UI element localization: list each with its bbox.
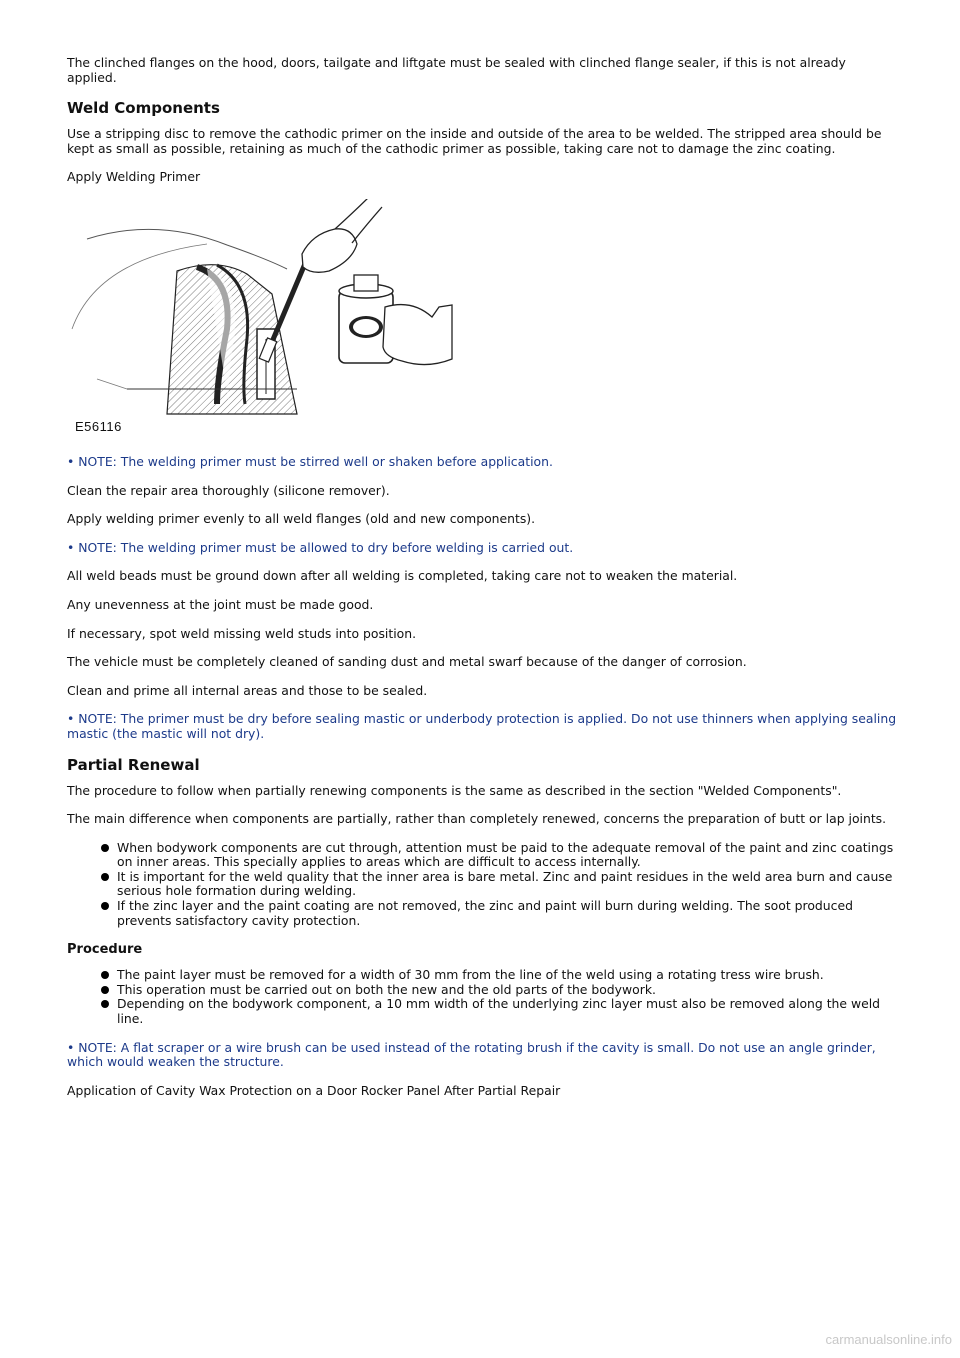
weld-paragraph-5: All weld beads must be ground down after all welding is completed, taking care not to weaken the material. — [67, 568, 738, 584]
site-watermark: carmanualsonline.info — [825, 1332, 952, 1348]
weld-paragraph-7: If necessary, spot weld missing weld studs into position. — [67, 625, 417, 641]
list-item: When bodywork components are cut through, attention must be paid to the adequate removal of the paint and zinc coatings on inner areas. This specially applies to areas which are difficult to access internally. — [117, 841, 897, 870]
figure-reference-label: E56116 — [75, 419, 122, 435]
weld-paragraph-4: Apply welding primer evenly to all weld flanges (old and new components). — [67, 511, 536, 527]
section-heading-procedure: Procedure — [67, 942, 143, 958]
section-heading-partial-renewal: Partial Renewal — [67, 755, 200, 774]
partial-bullet-list — [67, 841, 897, 929]
procedure-bullet-list — [67, 968, 897, 1026]
closing-paragraph: Application of Cavity Wax Protection on a Door Rocker Panel After Partial Repair — [67, 1082, 561, 1098]
section-heading-weld-components: Weld Components — [67, 99, 220, 118]
list-item: The paint layer must be removed for a width of 30 mm from the line of the weld using a rotating tress wire brush. — [117, 968, 897, 983]
list-item: This operation must be carried out on both the new and the old parts of the bodywork. — [117, 983, 897, 998]
welding-primer-illustration — [67, 199, 457, 437]
note-primer-dry-sealing: • NOTE: The primer must be dry before sealing mastic or underbody protection is applied. Do not use thinners when applying sealing mastic (the mastic will not dry). — [67, 711, 897, 741]
note-flat-scraper: • NOTE: A flat scraper or a wire brush can be used instead of the rotating brush if the cavity is small. Do not use an angle grinder, which would weaken the structure. — [67, 1039, 876, 1070]
partial-paragraph-1: The procedure to follow when partially renewing components is the same as described in the section "Welded Components". — [67, 782, 842, 798]
weld-paragraph-6: Any unevenness at the joint must be made good. — [67, 596, 374, 612]
weld-paragraph-1: Use a stripping disc to remove the cathodic primer on the inside and outside of the area to be welded. The stripped area should be kept as small as possible, retaining as much of the cathodic primer as possible, taking care not to damage the zinc coating. — [67, 126, 882, 156]
partial-paragraph-2: The main difference when components are partially, rather than completely renewed, concerns the preparation of butt or lap joints. — [67, 811, 887, 827]
welding-primer-figure — [67, 199, 457, 437]
list-item: If the zinc layer and the paint coating are not removed, the zinc and paint will burn during welding. The soot produced prevents satisfactory cavity protection. — [117, 899, 897, 928]
weld-paragraph-8: The vehicle must be completely cleaned of sanding dust and metal swarf because of the danger of corrosion. — [67, 654, 747, 670]
list-item: Depending on the bodywork component, a 10 mm width of the underlying zinc layer must also be removed along the weld line. — [117, 997, 897, 1026]
weld-paragraph-2: Apply Welding Primer — [67, 169, 201, 185]
list-item: It is important for the weld quality that the inner area is bare metal. Zinc and paint residues in the weld area burn and cause serious hole formation during welding. — [117, 870, 897, 899]
weld-paragraph-9: Clean and prime all internal areas and those to be sealed. — [67, 682, 428, 698]
intro-paragraph: The clinched flanges on the hood, doors, tailgate and liftgate must be sealed with clinched flange sealer, if this is not already applied. — [67, 55, 846, 85]
note-stir-primer: • NOTE: The welding primer must be stirred well or shaken before application. — [67, 453, 553, 469]
weld-paragraph-3: Clean the repair area thoroughly (silicone remover). — [67, 482, 390, 498]
note-dry-before-welding: • NOTE: The welding primer must be allowed to dry before welding is carried out. — [67, 539, 574, 555]
document-page — [67, 56, 897, 1112]
